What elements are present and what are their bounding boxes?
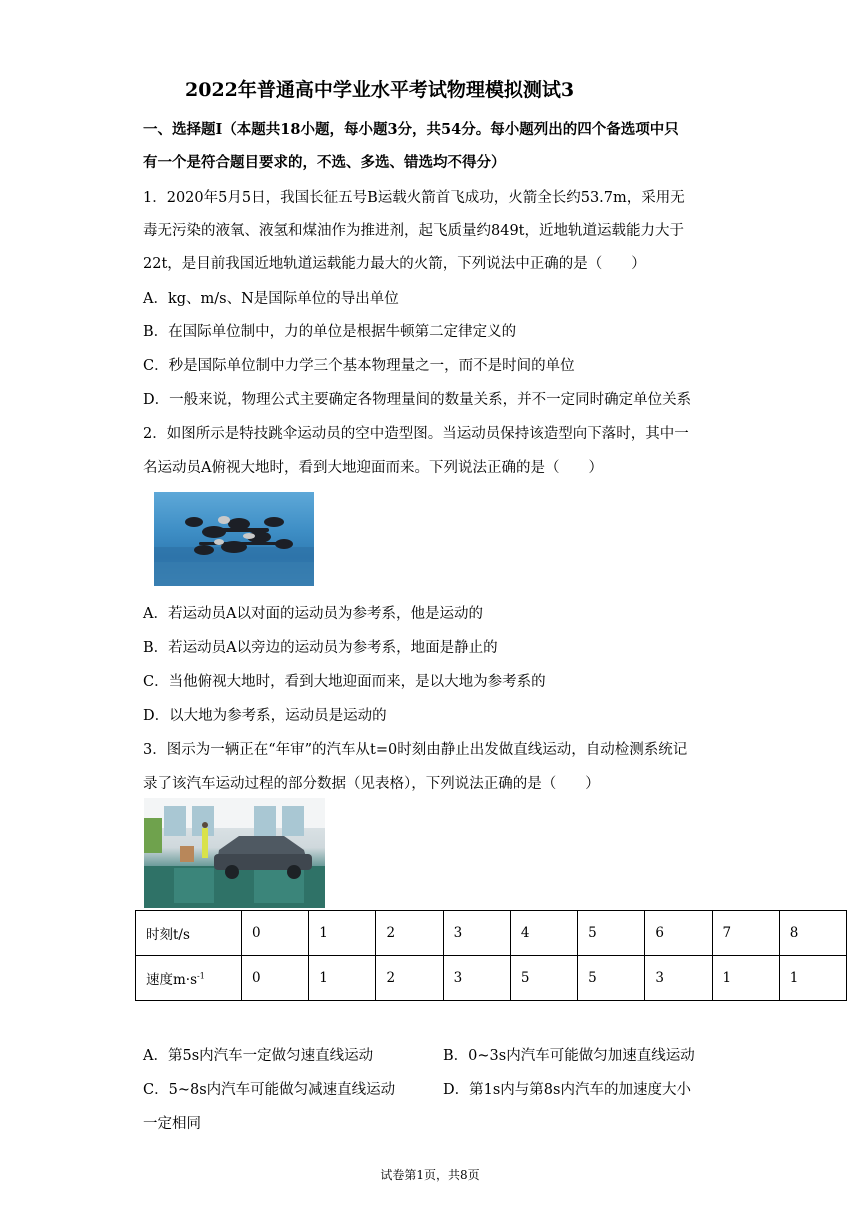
q2-stem-line1: 2．如图所示是特技跳伞运动员的空中造型图。当运动员保持该造型向下落时，其中一	[143, 426, 689, 442]
table-row-time	[136, 911, 847, 956]
q3-option-b: B．0~3s内汽车可能做匀加速直线运动	[443, 1048, 695, 1064]
section-header-line2: 有一个是符合题目要求的，不选、多选、错选均不得分）	[143, 154, 506, 171]
table-cell: 1	[309, 956, 376, 1001]
table-header-velocity	[136, 956, 242, 1001]
page-title: 2022年普通高中学业水平考试物理模拟测试3	[185, 79, 575, 101]
table-cell: 3	[443, 911, 510, 956]
table-cell: 4	[510, 911, 577, 956]
table-cell: 5	[510, 956, 577, 1001]
car-inspection-photo	[144, 798, 325, 908]
q3-option-d-continued: 一定相同	[143, 1116, 201, 1132]
table-cell: 7	[712, 911, 779, 956]
q2-option-a: A．若运动员A以对面的运动员为参考系，他是运动的	[143, 606, 483, 622]
q2-stem-line2: 名运动员A俯视大地时，看到大地迎面而来。下列说法正确的是（ ）	[143, 460, 603, 476]
table-cell: 5	[578, 911, 645, 956]
q1-option-d: D．一般来说，物理公式主要确定各物理量间的数量关系，并不一定同时确定单位关系	[143, 392, 692, 408]
table-cell: 1	[779, 956, 846, 1001]
table-cell: 3	[645, 956, 712, 1001]
q1-option-a: A．kg、m/s、N是国际单位的导出单位	[143, 291, 399, 307]
table-cell: 5	[578, 956, 645, 1001]
q3-stem-line1: 3．图示为一辆正在“年审”的汽车从t=0时刻由静止出发做直线运动，自动检测系统记	[143, 742, 688, 758]
velocity-time-table	[135, 910, 847, 1001]
q2-option-c: C．当他俯视大地时，看到大地迎面而来，是以大地为参考系的	[143, 674, 546, 690]
table-cell: 8	[779, 911, 846, 956]
q2-option-d: D．以大地为参考系，运动员是运动的	[143, 708, 387, 724]
skydivers-photo	[154, 492, 314, 586]
table-row-velocity	[136, 956, 847, 1001]
q1-stem-line1: 1．2020年5月5日，我国长征五号B运载火箭首飞成功，火箭全长约53.7m，采用无	[143, 190, 685, 206]
table-cell: 1	[712, 956, 779, 1001]
table-cell: 0	[242, 956, 309, 1001]
page-footer: 试卷第1页，共8页	[380, 1168, 480, 1182]
q1-option-b: B．在国际单位制中，力的单位是根据牛顿第二定律定义的	[143, 324, 517, 340]
table-cell: 0	[242, 911, 309, 956]
q1-stem-line3: 22t，是目前我国近地轨道运载能力最大的火箭，下列说法中正确的是（ ）	[143, 256, 646, 272]
table-cell: 2	[376, 911, 443, 956]
table-cell: 3	[443, 956, 510, 1001]
table-cell: 2	[376, 956, 443, 1001]
velocity-unit-label: 速度m·s	[146, 972, 198, 988]
q3-option-a: A．第5s内汽车一定做匀速直线运动	[143, 1048, 374, 1064]
q3-stem-line2: 录了该汽车运动过程的部分数据（见表格），下列说法正确的是（ ）	[143, 776, 600, 792]
section-header-line1: 一、选择题Ⅰ（本题共18小题，每小题3分，共54分。每小题列出的四个备选项中只	[143, 121, 679, 138]
velocity-unit-exponent: -1	[197, 971, 205, 981]
q1-option-c: C．秒是国际单位制中力学三个基本物理量之一，而不是时间的单位	[143, 358, 575, 374]
q3-option-d: D．第1s内与第8s内汽车的加速度大小	[443, 1082, 691, 1098]
table-header-time: 时刻t/s	[136, 911, 242, 956]
q2-option-b: B．若运动员A以旁边的运动员为参考系，地面是静止的	[143, 640, 498, 656]
table-cell: 6	[645, 911, 712, 956]
q3-option-c: C．5~8s内汽车可能做匀减速直线运动	[143, 1082, 396, 1098]
q1-stem-line2: 毒无污染的液氧、液氢和煤油作为推进剂，起飞质量约849t，近地轨道运载能力大于	[143, 223, 684, 239]
table-cell: 1	[309, 911, 376, 956]
